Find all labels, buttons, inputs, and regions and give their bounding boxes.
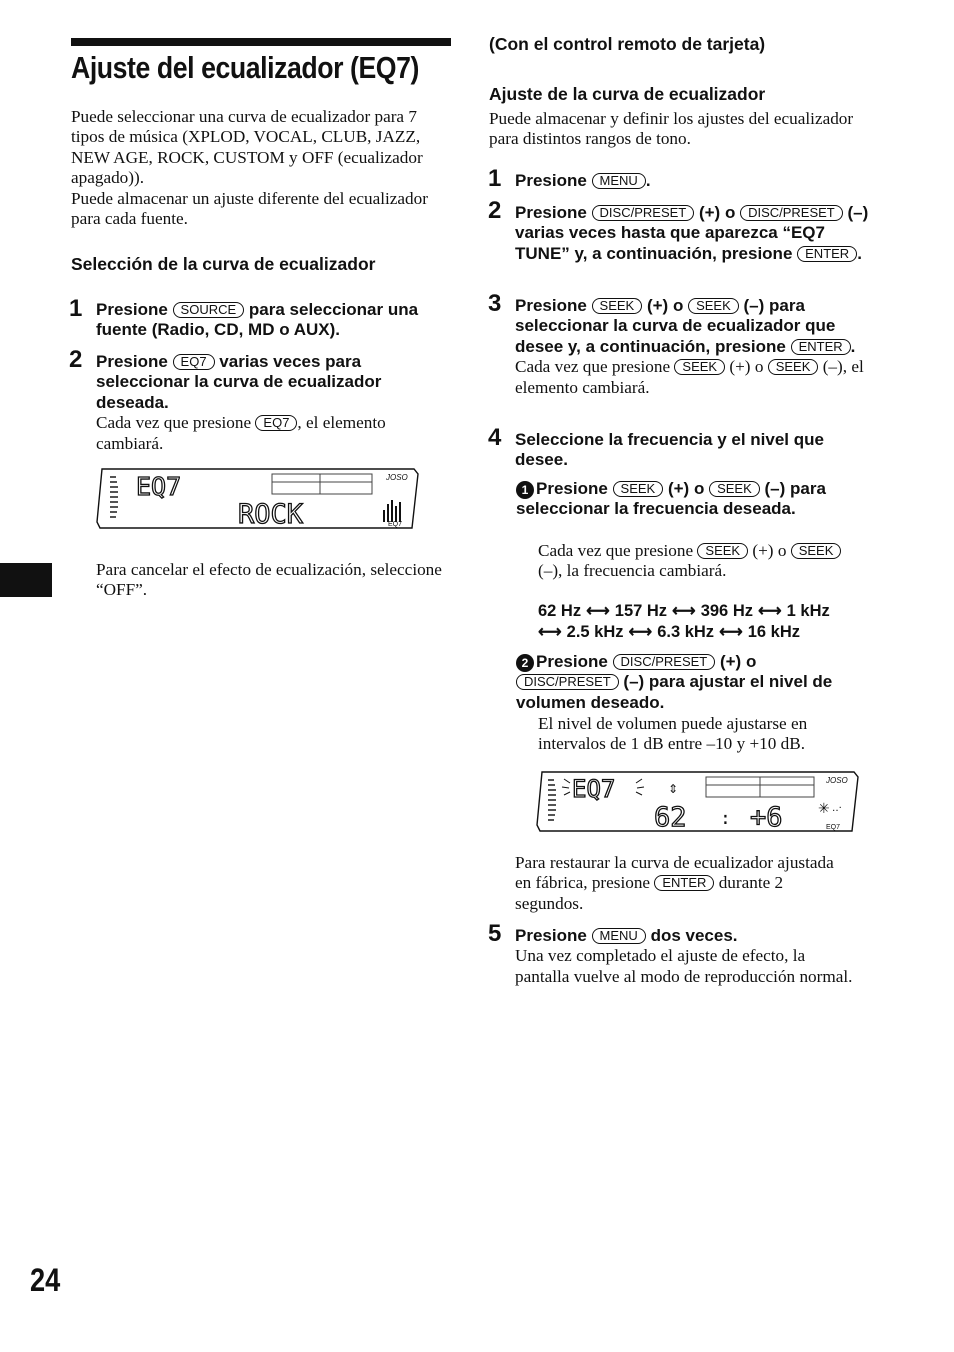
step-text: . — [850, 336, 856, 356]
disc-preset-key: DISC/PRESET — [740, 205, 843, 221]
note-text: (+) o — [752, 541, 787, 560]
step-text: Presione — [96, 352, 168, 371]
lcd-display-tune — [536, 769, 862, 835]
lcd-badge: EQ7 — [388, 521, 403, 528]
numbered-circle-icon: 1 — [516, 481, 534, 499]
seek-key: SEEK — [709, 481, 760, 497]
lcd-display-rock — [96, 466, 422, 532]
intro-paragraph — [71, 107, 453, 229]
note-text: Cada vez que presione — [515, 357, 671, 377]
freq-item: 62 Hz — [538, 602, 582, 620]
r-step-4-sub-1 — [516, 479, 856, 520]
numbered-circle-icon: 2 — [516, 654, 534, 672]
page-number: 24 — [30, 1262, 61, 1298]
cancel-note: Para cancelar el efecto de ecualización, seleccione “OFF”. — [96, 560, 442, 600]
curve-icon: ‥· — [832, 803, 842, 814]
seek-key: SEEK — [791, 543, 842, 559]
step-text: (–) para ajustar el nivel de volumen deseado. — [516, 672, 833, 712]
lcd-main-text: ROCK — [238, 499, 304, 530]
disc-preset-key: DISC/PRESET — [592, 205, 695, 221]
double-arrow-icon: ⟷ — [757, 602, 782, 620]
brand-logo-icon: JOSO — [826, 776, 848, 785]
lcd-separator-icon: : — [720, 808, 731, 829]
freq-item: 396 Hz — [700, 602, 753, 620]
right-heading: (Con el control remoto de tarjeta) — [489, 34, 766, 54]
brand-logo-icon: JOSO — [386, 473, 408, 482]
note-text: Cada vez que presione — [96, 413, 252, 433]
step-number: 1 — [488, 165, 502, 192]
step-text: Presione — [515, 926, 587, 945]
note-text: , el elemento cambiará. — [96, 413, 386, 453]
step-note — [515, 357, 875, 398]
step-text: Presione — [536, 479, 608, 498]
right-intro: Puede almacenar y definir los ajustes del ecualizador para distintos rangos de tono. — [489, 109, 854, 149]
lcd-level: +6 — [750, 802, 783, 833]
enter-key: ENTER — [791, 339, 851, 355]
menu-key: MENU — [592, 173, 646, 189]
section-subheading: Selección de la curva de ecualizador — [71, 254, 376, 274]
source-key: SOURCE — [173, 302, 245, 318]
step-text: . — [645, 171, 651, 190]
enter-key: ENTER — [654, 875, 714, 891]
step-1 — [96, 300, 452, 341]
r-step-3 — [515, 296, 875, 398]
sub-2-note: El nivel de volumen puede ajustarse en intervalos de 1 dB entre –10 y +10 dB. — [538, 714, 808, 754]
step-text: (–) para seleccionar la frecuencia deseada. — [516, 479, 826, 519]
freq-item: 2.5 kHz — [566, 623, 624, 641]
seek-key: SEEK — [697, 543, 748, 559]
intro-text-2: Puede almacenar un ajuste diferente del ecualizador para cada fuente. — [71, 188, 428, 229]
freq-item: 16 kHz — [747, 623, 800, 641]
lcd-badge: EQ7 — [826, 824, 841, 831]
double-arrow-icon: ⟷ — [719, 623, 743, 641]
freq-item: 6.3 kHz — [657, 623, 715, 641]
note-text: (+) o — [729, 357, 764, 377]
step-text: . — [857, 243, 862, 263]
note-text: (–), la frecuencia cambiará. — [538, 561, 727, 581]
enter-key: ENTER — [797, 246, 857, 262]
step-number: 2 — [488, 197, 502, 224]
title-rule — [71, 38, 451, 46]
note-text: (–), el elemento cambiará. — [515, 357, 864, 397]
freq-item: 1 kHz — [786, 602, 830, 620]
double-arrow-icon: ⟷ — [538, 623, 562, 641]
seek-key: SEEK — [613, 481, 664, 497]
note-text: Para restaurar la curva de ecualizador ajustada en fábrica, presione — [515, 853, 834, 893]
eq7-key: EQ7 — [173, 354, 215, 370]
right-subheading: Ajuste de la curva de ecualizador — [489, 84, 766, 104]
step-text: (+) o — [667, 479, 705, 498]
seek-key: SEEK — [768, 359, 819, 375]
r-step-4: Seleccione la frecuencia y el nivel que desee. — [515, 430, 824, 470]
step-text: Presione — [515, 171, 587, 190]
freq-item: 157 Hz — [614, 602, 668, 620]
disc-preset-key: DISC/PRESET — [516, 674, 619, 690]
r-step-1 — [515, 171, 875, 191]
double-arrow-icon: ⟷ — [672, 602, 696, 620]
page-title: Ajuste del ecualizador (EQ7) — [71, 50, 419, 85]
intro-text: Puede seleccionar una curva de ecualizador para 7 tipos de música (XPLOD, VOCAL, CLUB, JAZZ, NEW AGE, ROCK, CUSTOM y OFF (ecualizador apagado)). — [71, 107, 423, 188]
step-number: 1 — [69, 295, 83, 322]
r-step-5 — [515, 926, 855, 987]
step-text: Presione — [515, 203, 587, 222]
step-number: 5 — [488, 920, 502, 947]
step-text: (–) para seleccionar la curva de ecualizador que desee y, a continuación, presione — [515, 296, 836, 356]
sparkle-icon: ✳ — [818, 801, 830, 817]
step-text: Presione — [536, 652, 608, 671]
r-step-2 — [515, 203, 875, 264]
lcd-top-text: EQ7 — [572, 775, 616, 803]
step-text: (+) o — [698, 203, 736, 222]
step-text: Presione — [96, 300, 168, 319]
note-text: durante 2 segundos. — [515, 873, 784, 913]
disc-preset-key: DISC/PRESET — [613, 654, 716, 670]
restore-note — [515, 853, 845, 914]
menu-key: MENU — [592, 928, 646, 944]
seek-key: SEEK — [674, 359, 725, 375]
step-note — [96, 413, 452, 454]
double-arrow-icon: ⟷ — [586, 602, 610, 620]
eq7-key: EQ7 — [255, 415, 297, 431]
seek-key: SEEK — [688, 298, 739, 314]
step-text: para seleccionar una fuente (Radio, CD, MD o AUX). — [96, 300, 419, 340]
seek-key: SEEK — [592, 298, 643, 314]
sub-1-note — [538, 541, 868, 582]
step-text: (+) o — [646, 296, 684, 315]
double-arrow-icon: ⟷ — [628, 623, 653, 641]
step-text: Presione — [515, 296, 587, 315]
lcd-frequency: 62 — [654, 802, 687, 833]
step-2 — [96, 352, 452, 454]
step-text: varias veces para seleccionar la curva de ecualizador deseada. — [96, 352, 382, 412]
step-text: dos veces. — [650, 926, 738, 945]
step-note: Una vez completado el ajuste de efecto, la pantalla vuelve al modo de reproducción normal. — [515, 946, 853, 986]
step-text: (–) varias veces hasta que aparezca “EQ7 TUNE” y, a continuación, presione — [515, 203, 869, 263]
lcd-top-text: EQ7 — [136, 472, 182, 501]
step-text: (+) o — [719, 652, 757, 671]
note-text: Cada vez que presione — [538, 541, 694, 560]
step-number: 2 — [69, 346, 83, 373]
section-tab — [0, 563, 52, 597]
up-down-arrow-icon: ⇕ — [668, 782, 679, 796]
step-number: 4 — [488, 424, 502, 451]
frequency-sequence — [538, 601, 878, 643]
r-step-4-sub-2 — [516, 652, 856, 713]
step-number: 3 — [488, 290, 502, 317]
